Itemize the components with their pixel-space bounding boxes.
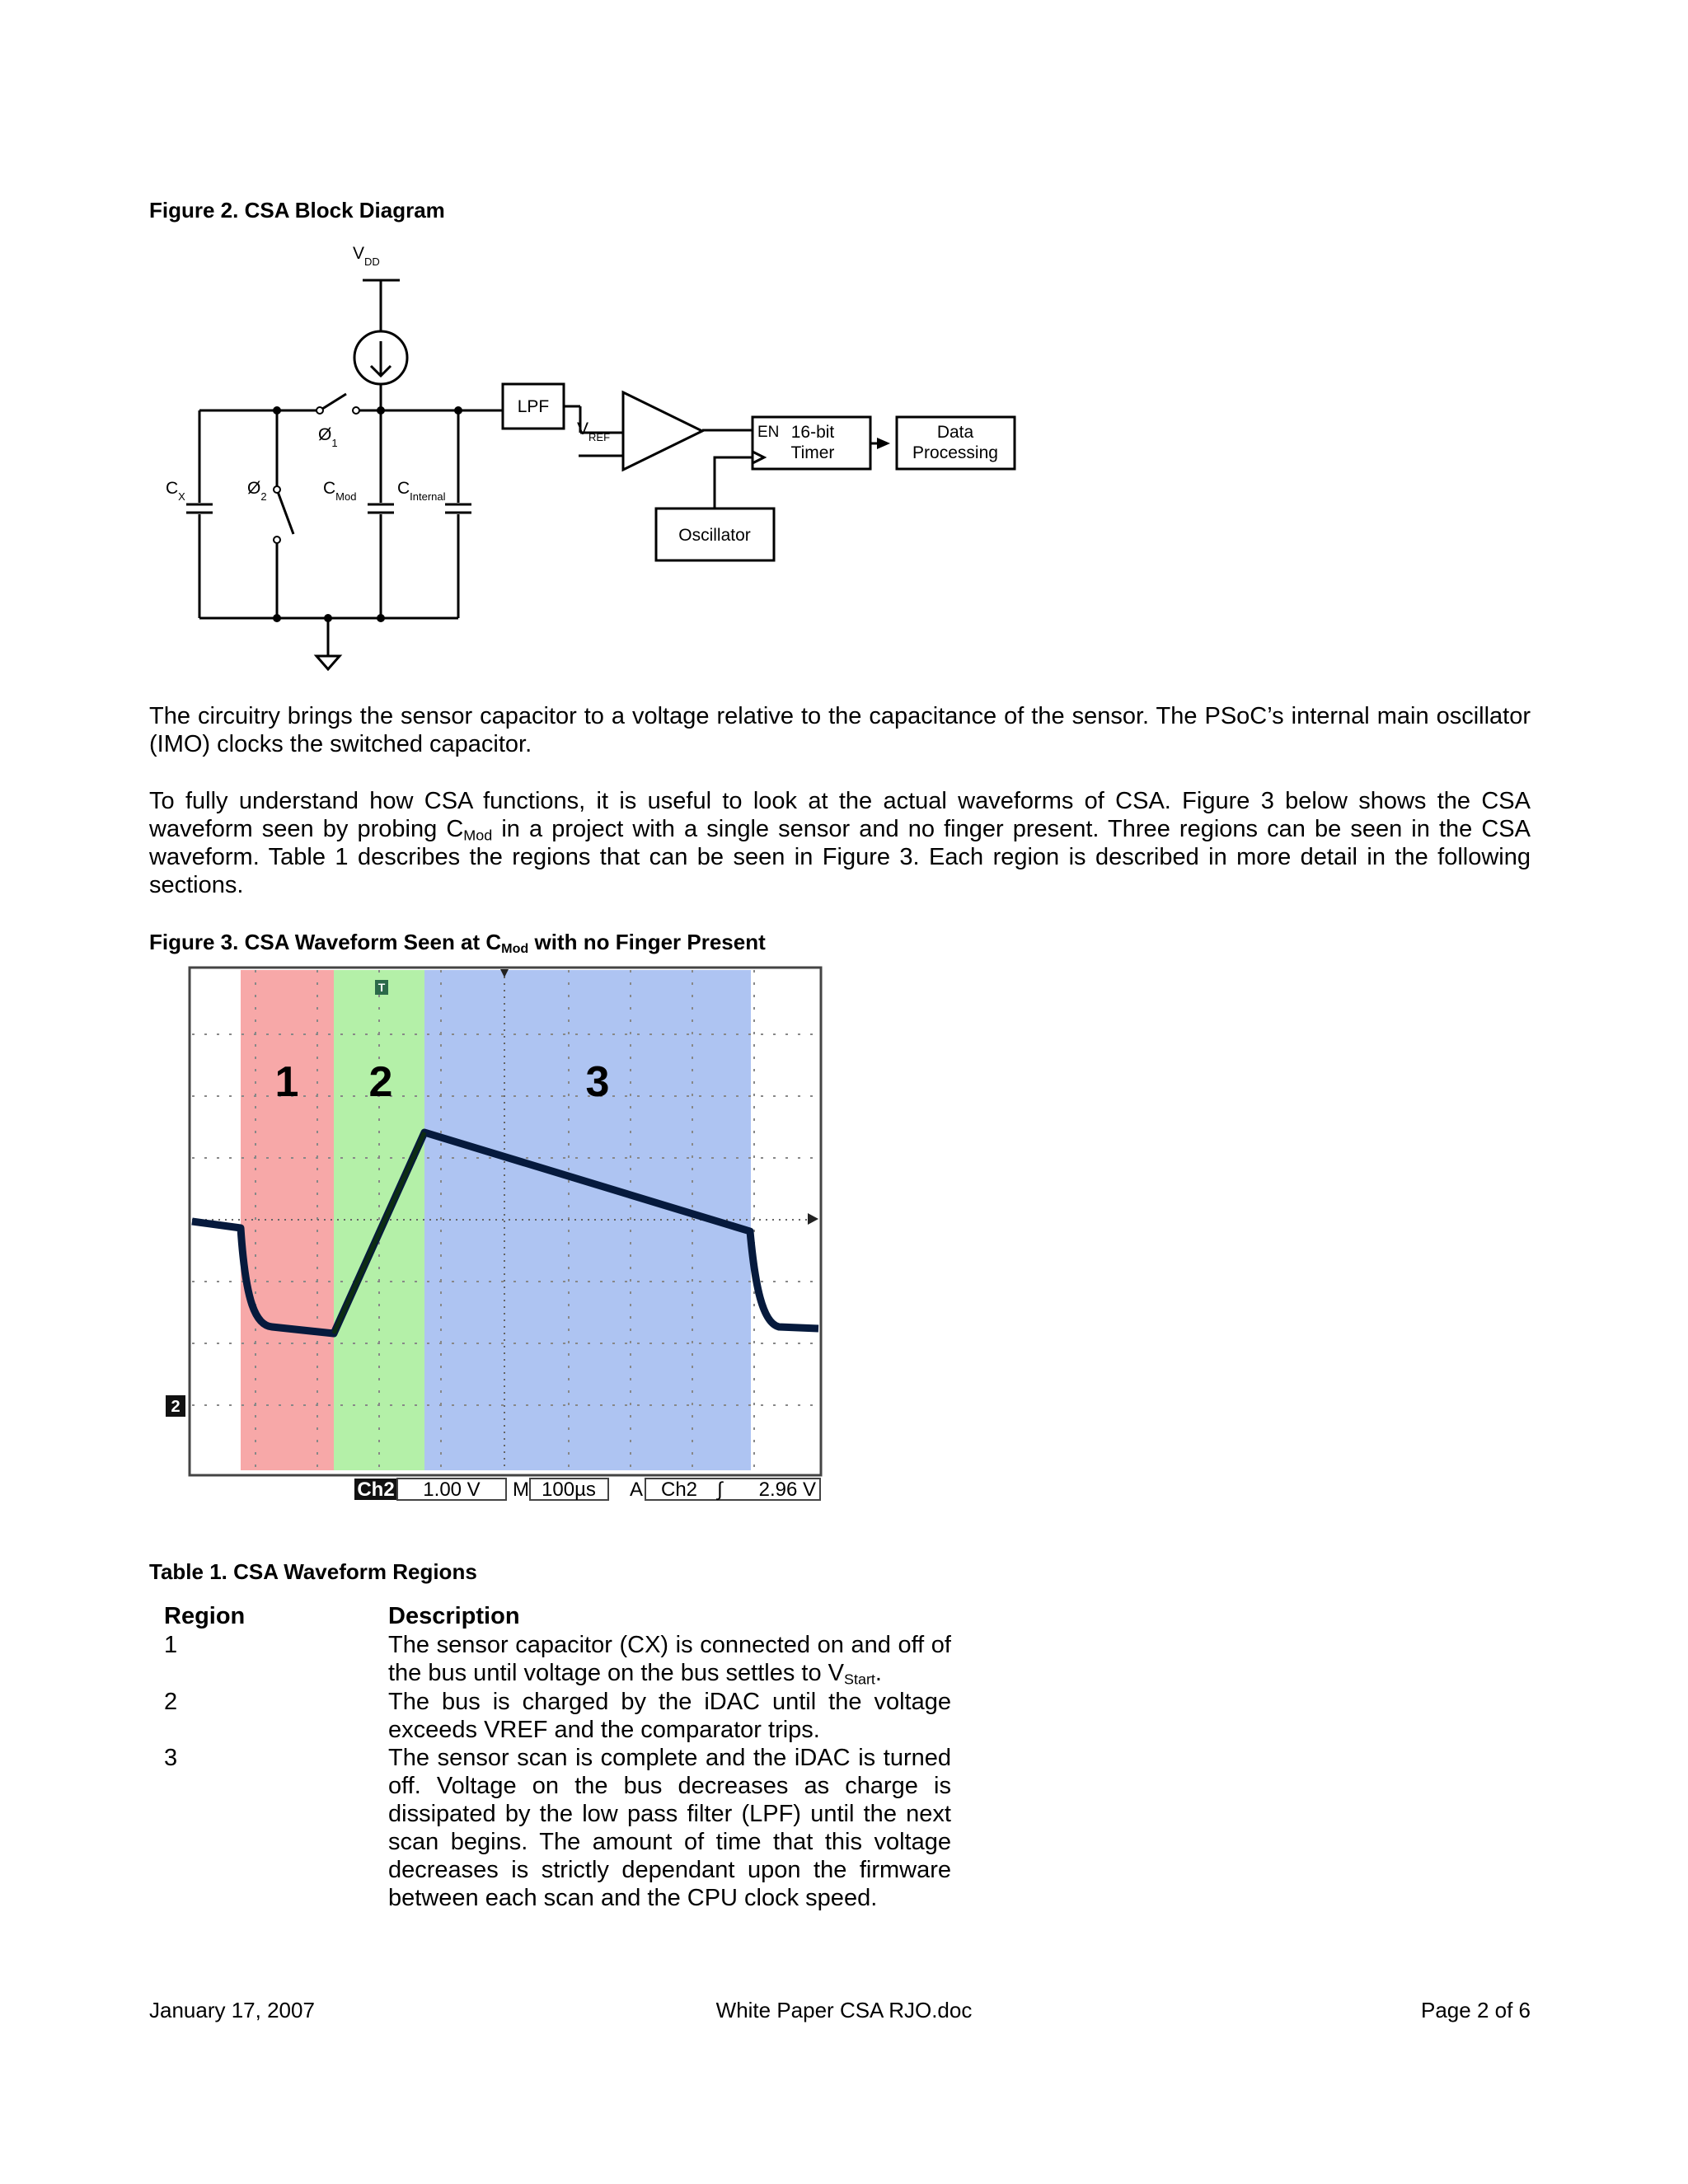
data-processing-line1: Data <box>936 423 974 442</box>
region-1-band <box>241 970 334 1470</box>
region-label-1: 1 <box>274 1058 299 1106</box>
table-row-1-region: 1 <box>164 1632 178 1658</box>
status-m-label: M <box>513 1479 529 1501</box>
paragraph-1: The circuitry brings the sensor capacitor to a voltage relative to the capacitance of the sensor. The PSoC’s internal main oscillator (IMO) clocks the switched capacitor. <box>149 703 1531 757</box>
timer-label-line1: 16-bit <box>790 423 835 442</box>
vdd-label: $V_{DD}$ <box>353 244 380 268</box>
table-row-3-region: 3 <box>164 1745 178 1771</box>
footer-date: January 17, 2007 <box>149 1998 315 2022</box>
status-trigger-channel: Ch2 <box>661 1479 698 1501</box>
table-row-2-description: The bus is charged by the iDAC until the voltage exceeds VREF and the comparator trips. <box>388 1689 951 1743</box>
cx-label: $C_X$ <box>166 479 185 503</box>
table-row-3-description: The sensor scan is complete and the iDAC is turned off. Voltage on the bus decreases as charge is dissipated by the low pass filter (LPF) until the next scan begins. The amount of time that this voltage decreases is strictly dependant upon the firmware between each scan and the CPU clock speed. <box>388 1745 951 1911</box>
footer-page-number: Page 2 of 6 <box>1421 1998 1531 2022</box>
table-header-region: Region <box>164 1603 246 1629</box>
table-header-description: Description <box>388 1603 520 1629</box>
status-channel: Ch2 <box>357 1479 395 1501</box>
status-trigger-slope: ∫ <box>717 1479 723 1501</box>
figure3-caption: Figure 3. CSA Waveform Seen at $C_{Mod}$ with no Finger Present <box>149 930 766 957</box>
trigger-marker: T <box>377 981 386 994</box>
data-processing-line2: Processing <box>912 443 998 462</box>
status-volts-per-div: 1.00 V <box>423 1479 481 1501</box>
en-label: EN <box>757 424 780 441</box>
lpf-label: LPF <box>517 397 550 416</box>
table-row-2-region: 2 <box>164 1689 178 1715</box>
status-trigger-level: 2.96 V <box>758 1479 816 1501</box>
cinternal-label: $C_{Internal}$ <box>397 479 446 503</box>
phi1-label: $Ø_1$ <box>318 425 338 449</box>
cmod-label: $C_{Mod}$ <box>323 479 357 503</box>
timer-label-line2: Timer <box>790 443 835 462</box>
vref-label: $V_{REF}$ <box>577 419 611 443</box>
status-a-label: A <box>629 1479 644 1501</box>
region-label-2: 2 <box>368 1058 393 1106</box>
status-time-per-div: 100µs <box>542 1479 596 1501</box>
paragraph-2: To fully understand how CSA functions, it is useful to look at the actual waveforms of CSA. Figure 3 below shows the CSA waveform seen by probing $C_{Mod}$ in a project with a single sensor and no finger present. Three regions can be seen in the CSA waveform. Table 1 describes the regions that can be seen in Figure 3. Each region is described in more detail in the following sections. <box>149 788 1531 898</box>
region-label-3: 3 <box>585 1058 610 1106</box>
oscillator-label: Oscillator <box>678 526 751 545</box>
figure2-caption: Figure 2. CSA Block Diagram <box>149 198 445 223</box>
phi2-label: $Ø_2$ <box>247 479 267 503</box>
footer-filename: White Paper CSA RJO.doc <box>715 1998 973 2022</box>
table1-caption: Table 1. CSA Waveform Regions <box>149 1559 477 1584</box>
table-row-1-description: The sensor capacitor (CX) is connected on and off of the bus until voltage on the bus settles to $V_{Start}$. <box>388 1632 951 1688</box>
channel-2-marker: 2 <box>171 1398 181 1416</box>
